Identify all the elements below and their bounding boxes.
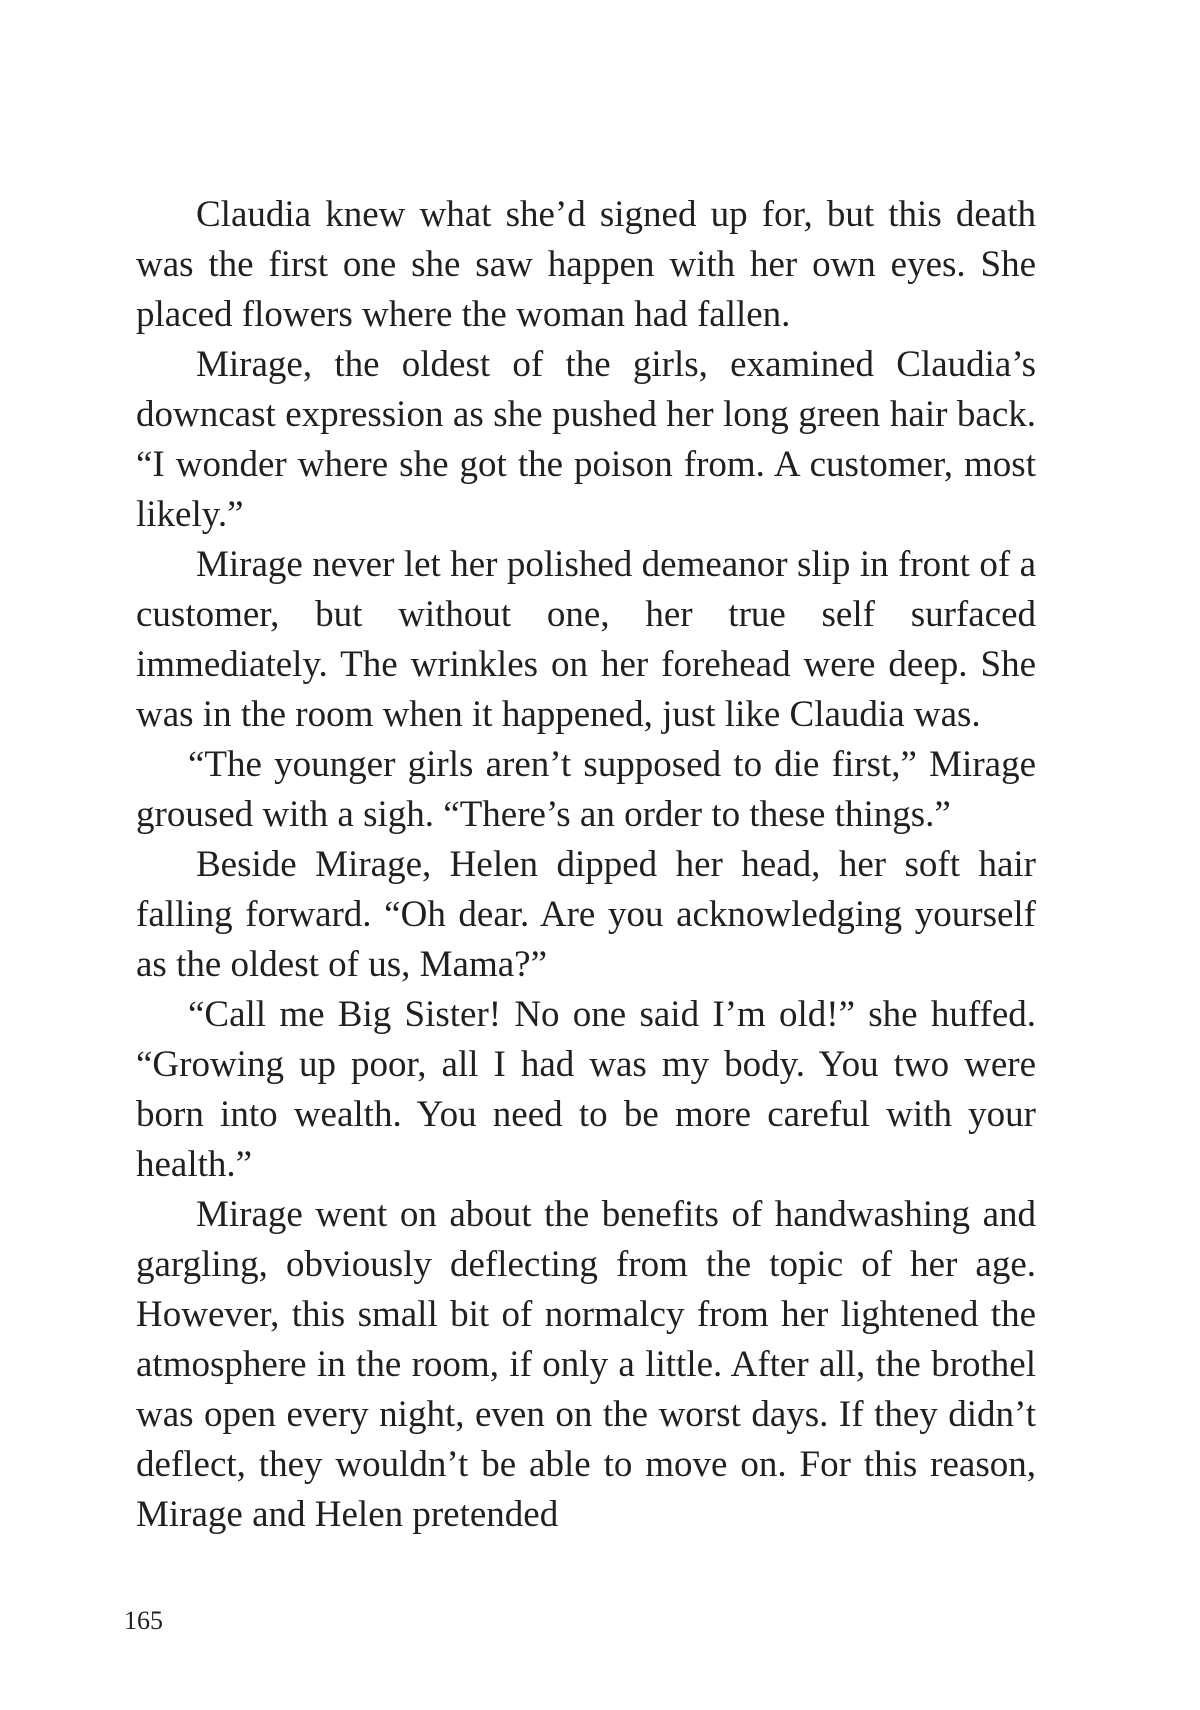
paragraph: “Call me Big Sister! No one said I’m old!” she huffed. “Growing up poor, all I had was my body. You two were born into wealth. You need to be more careful with your health.”	[136, 994, 1036, 1185]
paragraph: “The younger girls aren’t supposed to die first,” Mirage groused with a sigh. “There’s an order to these things.”	[136, 744, 1036, 835]
paragraph: Mirage went on about the benefits of handwashing and gargling, obviously deflecting from the topic of her age. However, this small bit of normalcy from her lightened the atmosphere in the room, if only a little. After all, the brothel was open every night, even on the worst days. If they didn’t deflect, they wouldn’t be able to move on. For this reason, Mirage and Helen pretended	[136, 1194, 1036, 1535]
paragraph: Mirage, the oldest of the girls, examined Claudia’s downcast expression as she pushed her long green hair back. “I wonder where she got the poison from. A customer, most likely.”	[136, 344, 1036, 535]
paragraph: Claudia knew what she’d signed up for, but this death was the first one she saw happen with her own eyes. She placed flowers where the woman had fallen.	[136, 194, 1036, 335]
paragraph: Mirage never let her polished demeanor slip in front of a customer, but without one, her true self surfaced immediately. The wrinkles on her forehead were deep. She was in the room when it happened, just like Claudia was.	[136, 544, 1036, 735]
paragraph: Beside Mirage, Helen dipped her head, her soft hair falling forward. “Oh dear. Are you acknowledging yourself as the oldest of us, Mama?”	[136, 844, 1036, 985]
page-number: 165	[124, 1606, 163, 1635]
page-body-text	[136, 190, 1036, 1540]
